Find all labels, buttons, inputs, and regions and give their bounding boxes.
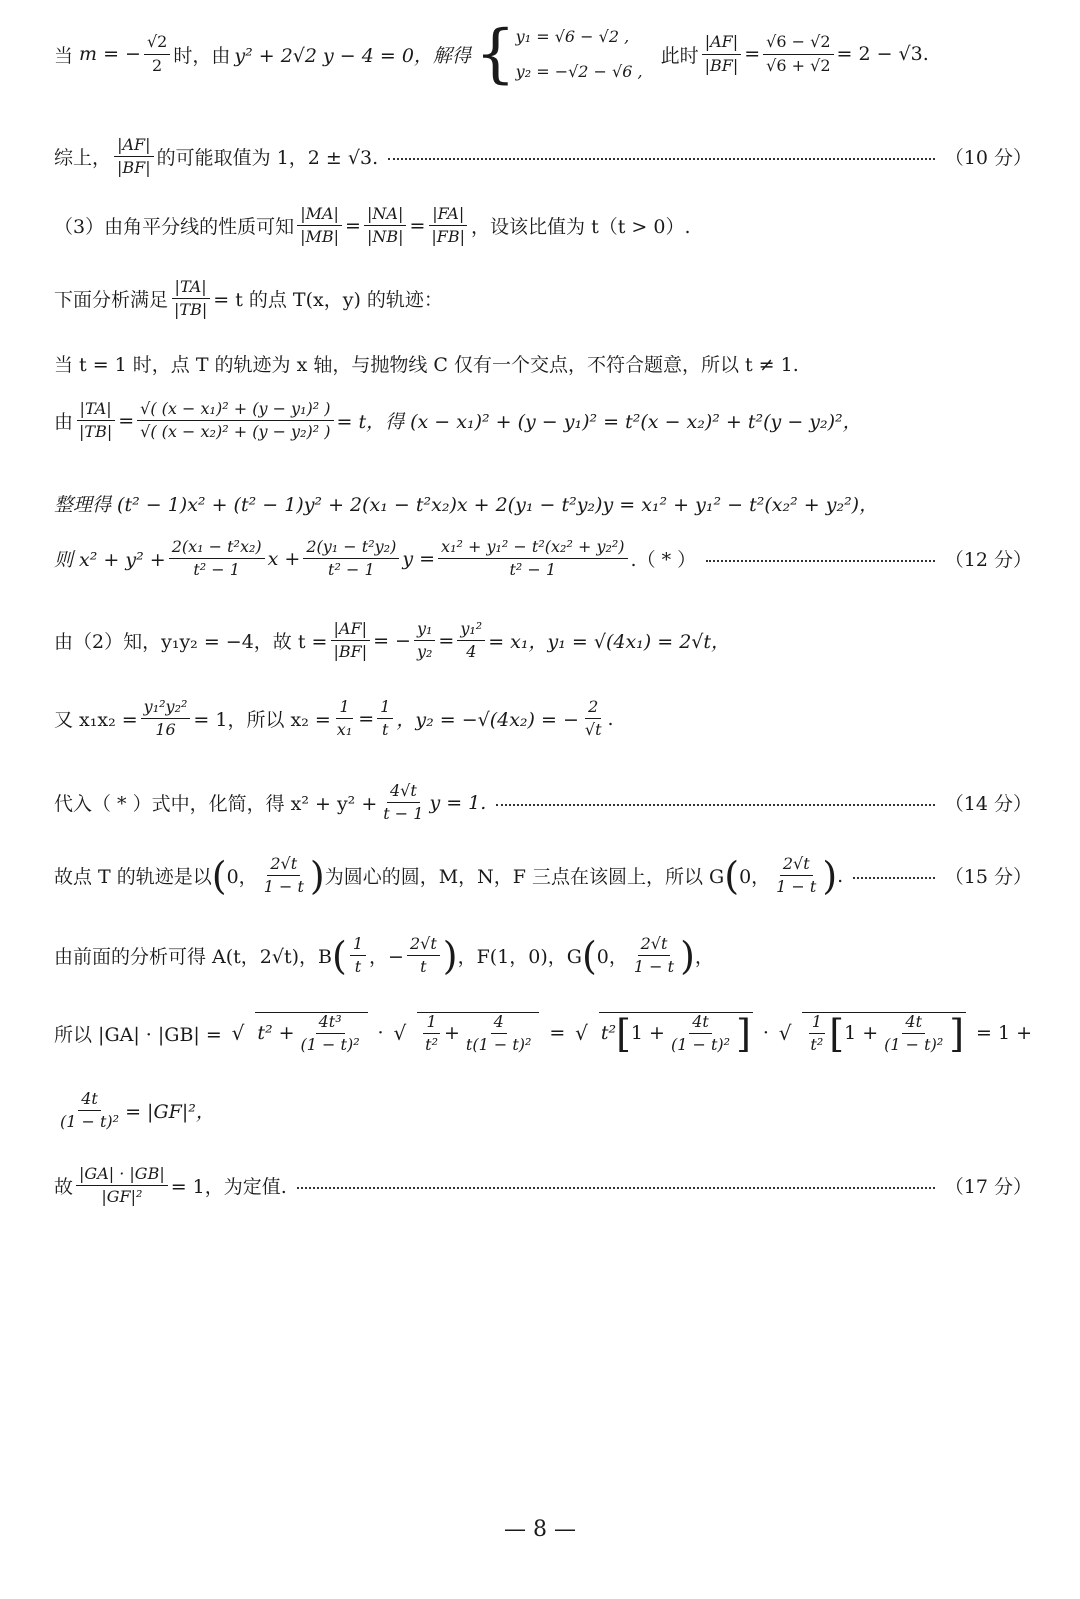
- numerator: 4t: [78, 1090, 101, 1111]
- fraction: [298, 1013, 363, 1055]
- denominator: (1 − t)²: [300, 1035, 360, 1055]
- text: = −: [373, 629, 411, 652]
- fraction: [422, 1013, 441, 1055]
- numerator: 4t³: [316, 1013, 345, 1034]
- fraction: [881, 1013, 946, 1055]
- score-label: （12 分）: [944, 549, 1032, 572]
- denominator: |TB|: [174, 300, 208, 320]
- fraction: [763, 33, 833, 75]
- numerator: |MA|: [297, 205, 342, 226]
- fraction: [631, 935, 677, 977]
- fraction: [76, 1165, 168, 1207]
- text: （3）由角平分线的性质可知: [54, 216, 295, 239]
- numerator: |AF|: [702, 33, 741, 54]
- dot-leader: [706, 560, 935, 562]
- fraction: [171, 278, 210, 320]
- root-y2: y₂ = −√2 − √6 ,: [515, 62, 643, 81]
- left-brace: {: [474, 17, 516, 91]
- numerator: 1: [350, 935, 366, 956]
- denominator: t: [420, 957, 427, 977]
- line-locus-intro: [54, 278, 443, 320]
- fraction: [144, 33, 170, 75]
- numerator: y₁: [414, 620, 435, 641]
- numerator: |TA|: [77, 400, 115, 421]
- fraction: [807, 1013, 826, 1055]
- line-t-equals-1: [54, 350, 799, 377]
- text: 故点 T 的轨迹是以: [54, 866, 212, 889]
- numerator: √( (x − x₁)² + (y − y₁)² ): [137, 400, 333, 421]
- denominator: 16: [155, 720, 176, 740]
- fraction: [141, 698, 191, 740]
- denominator: |NB|: [366, 227, 404, 247]
- text: y =: [402, 547, 436, 570]
- text: 所以 |GA| · |GB| =: [54, 1023, 222, 1046]
- numerator: 1: [377, 698, 393, 719]
- numerator: 4: [491, 1013, 507, 1034]
- numerator: y₁²: [457, 620, 485, 641]
- dot-leader: [853, 877, 935, 879]
- fraction: [76, 400, 115, 442]
- text: 整理得 (t² − 1)x² + (t² − 1)y² + 2(x₁ − t²x₂)x + 2(y₁ − t²y₂)y = x₁² + y₁² − t²(x₂² + y₂²)，: [54, 494, 879, 516]
- denominator: t² − 1: [193, 560, 240, 580]
- denominator: (1 − t)²: [670, 1035, 731, 1055]
- text: 又 x₁x₂ =: [54, 709, 138, 732]
- numerator: 4t: [689, 1013, 712, 1034]
- denominator: t²: [425, 1035, 438, 1055]
- text: = x₁，y₁ = √(4x₁) = 2√t，: [488, 631, 731, 654]
- numerator: y₁²y₂²: [141, 698, 191, 719]
- fraction: [364, 205, 407, 247]
- text: = 1 +: [975, 1022, 1032, 1045]
- fraction: [377, 698, 393, 740]
- text: ，: [694, 946, 714, 969]
- fraction: [114, 136, 154, 178]
- fraction: [169, 538, 265, 580]
- fraction: [137, 400, 333, 442]
- text: 为圆心的圆，M，N，F 三点在该圆上，所以 G: [324, 866, 725, 889]
- numerator: 2: [585, 698, 601, 719]
- numerator: |AF|: [331, 620, 370, 641]
- text: 故: [54, 1176, 74, 1199]
- score-label: （14 分）: [944, 793, 1032, 816]
- denominator: (1 − t)²: [884, 1035, 944, 1055]
- fraction: [303, 538, 399, 580]
- dot-leader: [297, 1187, 935, 1189]
- text: t²: [600, 1021, 617, 1044]
- denominator: |TB|: [79, 422, 113, 442]
- numerator: 2√t: [638, 935, 671, 956]
- text: 0，: [596, 946, 628, 969]
- denominator: 1 − t: [263, 877, 304, 897]
- text: ，设该比值为 t（t > 0）.: [471, 216, 691, 239]
- page-number: — 8 —: [504, 1517, 576, 1542]
- line-points: 由前面的分析可得 A(t，2√t)，B ( $\frac{1}{t}$ ，− $\frac{2√t}{t}$ ) ，F(1，0)，G ( 0， $\frac{2√t}{1 - t}$ ) ，: [54, 933, 714, 978]
- line-star-equation: [54, 538, 1032, 580]
- numerator: 2√t: [407, 935, 440, 956]
- numerator: |AF|: [114, 136, 153, 157]
- denominator: |FB|: [431, 227, 466, 247]
- sqrt: [417, 1012, 539, 1055]
- numerator: |TA|: [172, 278, 210, 299]
- line-t-value: [54, 620, 730, 662]
- text: 0，: [739, 866, 771, 889]
- text: 当: [54, 44, 74, 67]
- line-x2-value: [54, 698, 614, 740]
- denominator: t: [382, 720, 389, 740]
- sqrt: $\frac{1}{\text{t²}}$ [1 + $\frac{4t}{\text{(1 − t)²}}$ ]: [802, 1012, 966, 1055]
- denominator: 1 − t: [633, 957, 675, 977]
- text: ·: [762, 1022, 769, 1045]
- text: 1 +: [844, 1021, 879, 1044]
- numerator: 1: [809, 1013, 825, 1034]
- text: +: [444, 1021, 460, 1044]
- denominator: √( (x − x₂)² + (y − y₂)² ): [140, 422, 331, 442]
- line-distance-ratio: 由 $\frac{|TA|}{|TB|}$ = $\frac{\text{√( (x − x₁)² + (y − y₁)² )}}{\text{√( (x − x₂)² + (y − y₂)² )}}$ = t，得 (x − x₁)² + (y − y₁)² = t²(x − x₂)² + t²(y − y₂)²，: [54, 399, 862, 442]
- denominator: |BF|: [704, 55, 739, 75]
- numerator: 1: [423, 1013, 439, 1034]
- root-y1: y₁ = √6 − √2 ,: [515, 27, 630, 46]
- fraction: [334, 698, 355, 740]
- denominator: 2: [152, 55, 163, 75]
- line-substitute-14: [54, 782, 1032, 824]
- text: y = 1.: [429, 791, 487, 814]
- text: =: [549, 1022, 566, 1045]
- text: 此时: [660, 44, 699, 67]
- text: = t，得 (x − x₁)² + (y − y₁)² = t²(x − x₂)² + t²(y − y₂)²，: [336, 411, 862, 434]
- text: 由前面的分析可得 A(t，2√t)，B: [54, 946, 333, 969]
- text: ，F(1，0)，G: [457, 946, 582, 969]
- denominator: |BF|: [333, 642, 368, 662]
- text: ，−: [369, 946, 404, 969]
- fraction: [330, 620, 370, 662]
- line-circle-15: 故点 T 的轨迹是以 ( 0， $\frac{2√t}{1 - t}$ ) 为圆心的圆，M，N，F 三点在该圆上，所以 G ( 0， $\frac{2√t}{1 - t}$ ) . （15 分）: [54, 853, 1032, 898]
- text: = 1，所以 x₂ =: [193, 709, 331, 732]
- numerator: √6 − √2: [763, 33, 833, 54]
- fraction: [438, 538, 628, 580]
- numerator: |NA|: [364, 205, 406, 226]
- text: .: [837, 864, 844, 887]
- denominator: t² − 1: [328, 560, 375, 580]
- fraction: [463, 1013, 535, 1055]
- fraction: [773, 855, 819, 897]
- numerator: 4√t: [387, 782, 420, 803]
- line-summary-10: [54, 136, 1032, 178]
- numerator: 2(x₁ − t²x₂): [169, 538, 265, 559]
- fraction: [457, 620, 485, 662]
- denominator: t: [354, 957, 362, 977]
- system-brace: [474, 17, 643, 91]
- numerator: 4t: [902, 1013, 925, 1034]
- score-label: （15 分）: [944, 866, 1032, 889]
- line-part3: （3）由角平分线的性质可知 $\frac{|MA|}{|MB|}$ = $\frac{|NA|}{|NB|}$ = $\frac{|FA|}{|FB|}$ ，设该比值为 t（t > 0）.: [54, 204, 691, 247]
- text: 下面分析满足: [54, 289, 169, 312]
- fraction: [297, 205, 342, 247]
- denominator: y₂: [416, 642, 433, 662]
- denominator: t² − 1: [509, 560, 557, 580]
- denominator: t(1 − t)²: [465, 1035, 532, 1055]
- text: t² +: [257, 1021, 295, 1044]
- text: =: [358, 707, 375, 730]
- text: ·: [377, 1022, 384, 1045]
- text: = 2 − √3.: [836, 43, 929, 65]
- denominator: |GF|²: [101, 1187, 143, 1207]
- score-label: （17 分）: [944, 1176, 1032, 1199]
- text: 当 t = 1 时，点 T 的轨迹为 x 轴，与抛物线 C 仅有一个交点，不符合题意，所以 t ≠ 1.: [54, 354, 799, 376]
- line-final-17: [54, 1165, 1032, 1207]
- denominator: √6 + √2: [766, 55, 831, 75]
- numerator: |FA|: [429, 205, 467, 226]
- fraction: [414, 620, 435, 662]
- numerator: 1: [336, 698, 352, 719]
- text: 1 +: [630, 1021, 665, 1044]
- text: = |GF|²，: [125, 1101, 215, 1124]
- text: 由: [54, 411, 74, 434]
- dot-leader: [388, 158, 935, 160]
- sqrt: t²[1 + $\frac{4t}{\text{(1 − t)²}}$ ]: [600, 1011, 751, 1056]
- dot-leader: [496, 804, 934, 806]
- text: 由（2）知，y₁y₂ = −4，故 t =: [54, 631, 328, 654]
- text: 则 x² + y² +: [54, 549, 166, 572]
- text: =: [438, 629, 455, 652]
- denominator: |MB|: [300, 227, 340, 247]
- fraction: [702, 33, 742, 75]
- line-gf-squared: [54, 1090, 215, 1132]
- denominator: t²: [810, 1035, 824, 1055]
- line-rearranged: [54, 490, 878, 517]
- numerator: 2√t: [267, 855, 300, 876]
- text: ，y₂ = −√(4x₂) = −: [396, 709, 579, 732]
- denominator: √t: [584, 720, 602, 740]
- numerator: 2(y₁ − t²y₂): [303, 538, 399, 559]
- denominator: 4: [466, 642, 477, 662]
- text: 的可能取值为 1，2 ± √3.: [156, 147, 379, 170]
- denominator: (1 − t)²: [60, 1112, 120, 1132]
- numerator: |GA| · |GB|: [76, 1165, 168, 1186]
- denominator: x₁: [336, 720, 353, 740]
- text: m = −: [79, 43, 141, 65]
- fraction: [582, 698, 605, 740]
- fraction: [380, 782, 426, 824]
- text: 时，由: [173, 44, 231, 67]
- fraction: [261, 855, 307, 897]
- text: = 1，为定值.: [170, 1176, 287, 1199]
- text: = t 的点 T(x，y) 的轨迹：: [213, 289, 443, 312]
- denominator: t − 1: [383, 804, 424, 824]
- numerator: √2: [144, 33, 170, 54]
- fraction: [428, 205, 468, 247]
- numerator: 2√t: [780, 855, 813, 876]
- denominator: |BF|: [117, 158, 151, 178]
- line-product: 所以 |GA| · |GB| = √ t² + $\frac{\text{4t³}}{\text{(1 − t)²}}$ · √ $\frac{1}{\text{t²}}$ + $\frac{4}{\text{t(1 − t)²}}$ = √ t²[1 + $\frac{4t}{\text{(1 − t)²}}$ ] · √ $\frac{1}{\text{t²}}$ [1 + $\frac{4t}{\text{(1 − t)²}}$ ] = 1 +: [54, 1011, 1032, 1056]
- fraction: [57, 1090, 122, 1132]
- denominator: 1 − t: [776, 877, 817, 897]
- text: .: [607, 707, 614, 730]
- text: x +: [267, 547, 301, 570]
- text: 代入（ * ）式中，化简，得 x² + y² +: [54, 793, 378, 816]
- line-m-case: 当 m = − $\frac{√2}{2}$ 时，由 y² + 2√2 y − 4 = 0，解得 { y₁ = √6 − √2 , y₂ = −√2 − √6 , 此时 $\frac{|AF|}{|BF|}$ = $\frac{√6 - √2}{√6 + √2}$ = 2 − √3.: [54, 17, 929, 91]
- fraction: [407, 935, 440, 977]
- text: 综上，: [54, 147, 112, 170]
- text: .（ * ）: [630, 549, 697, 572]
- numerator: x₁² + y₁² − t²(x₂² + y₂²): [438, 538, 628, 559]
- text: y² + 2√2 y − 4 = 0，解得: [234, 44, 471, 67]
- fraction: [350, 935, 366, 977]
- score-label: （10 分）: [944, 147, 1032, 170]
- sqrt: [255, 1012, 367, 1055]
- fraction: [668, 1013, 733, 1055]
- text: 0，: [226, 866, 258, 889]
